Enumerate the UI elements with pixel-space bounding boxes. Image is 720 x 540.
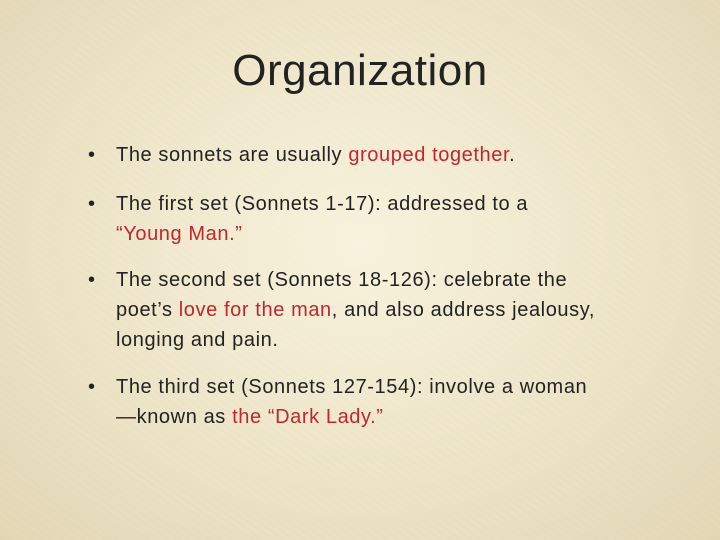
bullet-segment: , and also address jealousy, longing and pain.: [116, 299, 596, 351]
bullet-marker: •: [88, 144, 96, 166]
bullet-emphasis: “Young Man.”: [116, 223, 243, 245]
bullet-text: [116, 372, 596, 432]
bullet-segment: The second set (Sonnets 18-126): celebrate the poet’s: [116, 269, 568, 321]
bullet-text: [116, 140, 596, 170]
bullet-text: [116, 189, 596, 249]
bullet-marker: •: [88, 193, 96, 215]
bullet-marker: •: [88, 376, 96, 398]
bullet-segment: The first set (Sonnets 1-17): addressed to a: [116, 193, 529, 215]
bullet-text: [116, 265, 596, 355]
bullet-emphasis: the “Dark Lady.”: [232, 406, 384, 428]
bullet-marker: •: [88, 269, 96, 291]
bullet-segment: .: [509, 144, 516, 166]
bullet-emphasis: grouped together: [348, 144, 510, 166]
slide-title: Organization: [232, 46, 488, 95]
bullet-segment: The third set (Sonnets 127-154): involve a woman—known as: [116, 376, 588, 428]
bullet-emphasis: love for the man: [178, 299, 332, 321]
bullet-segment: The sonnets are usually: [116, 144, 349, 166]
